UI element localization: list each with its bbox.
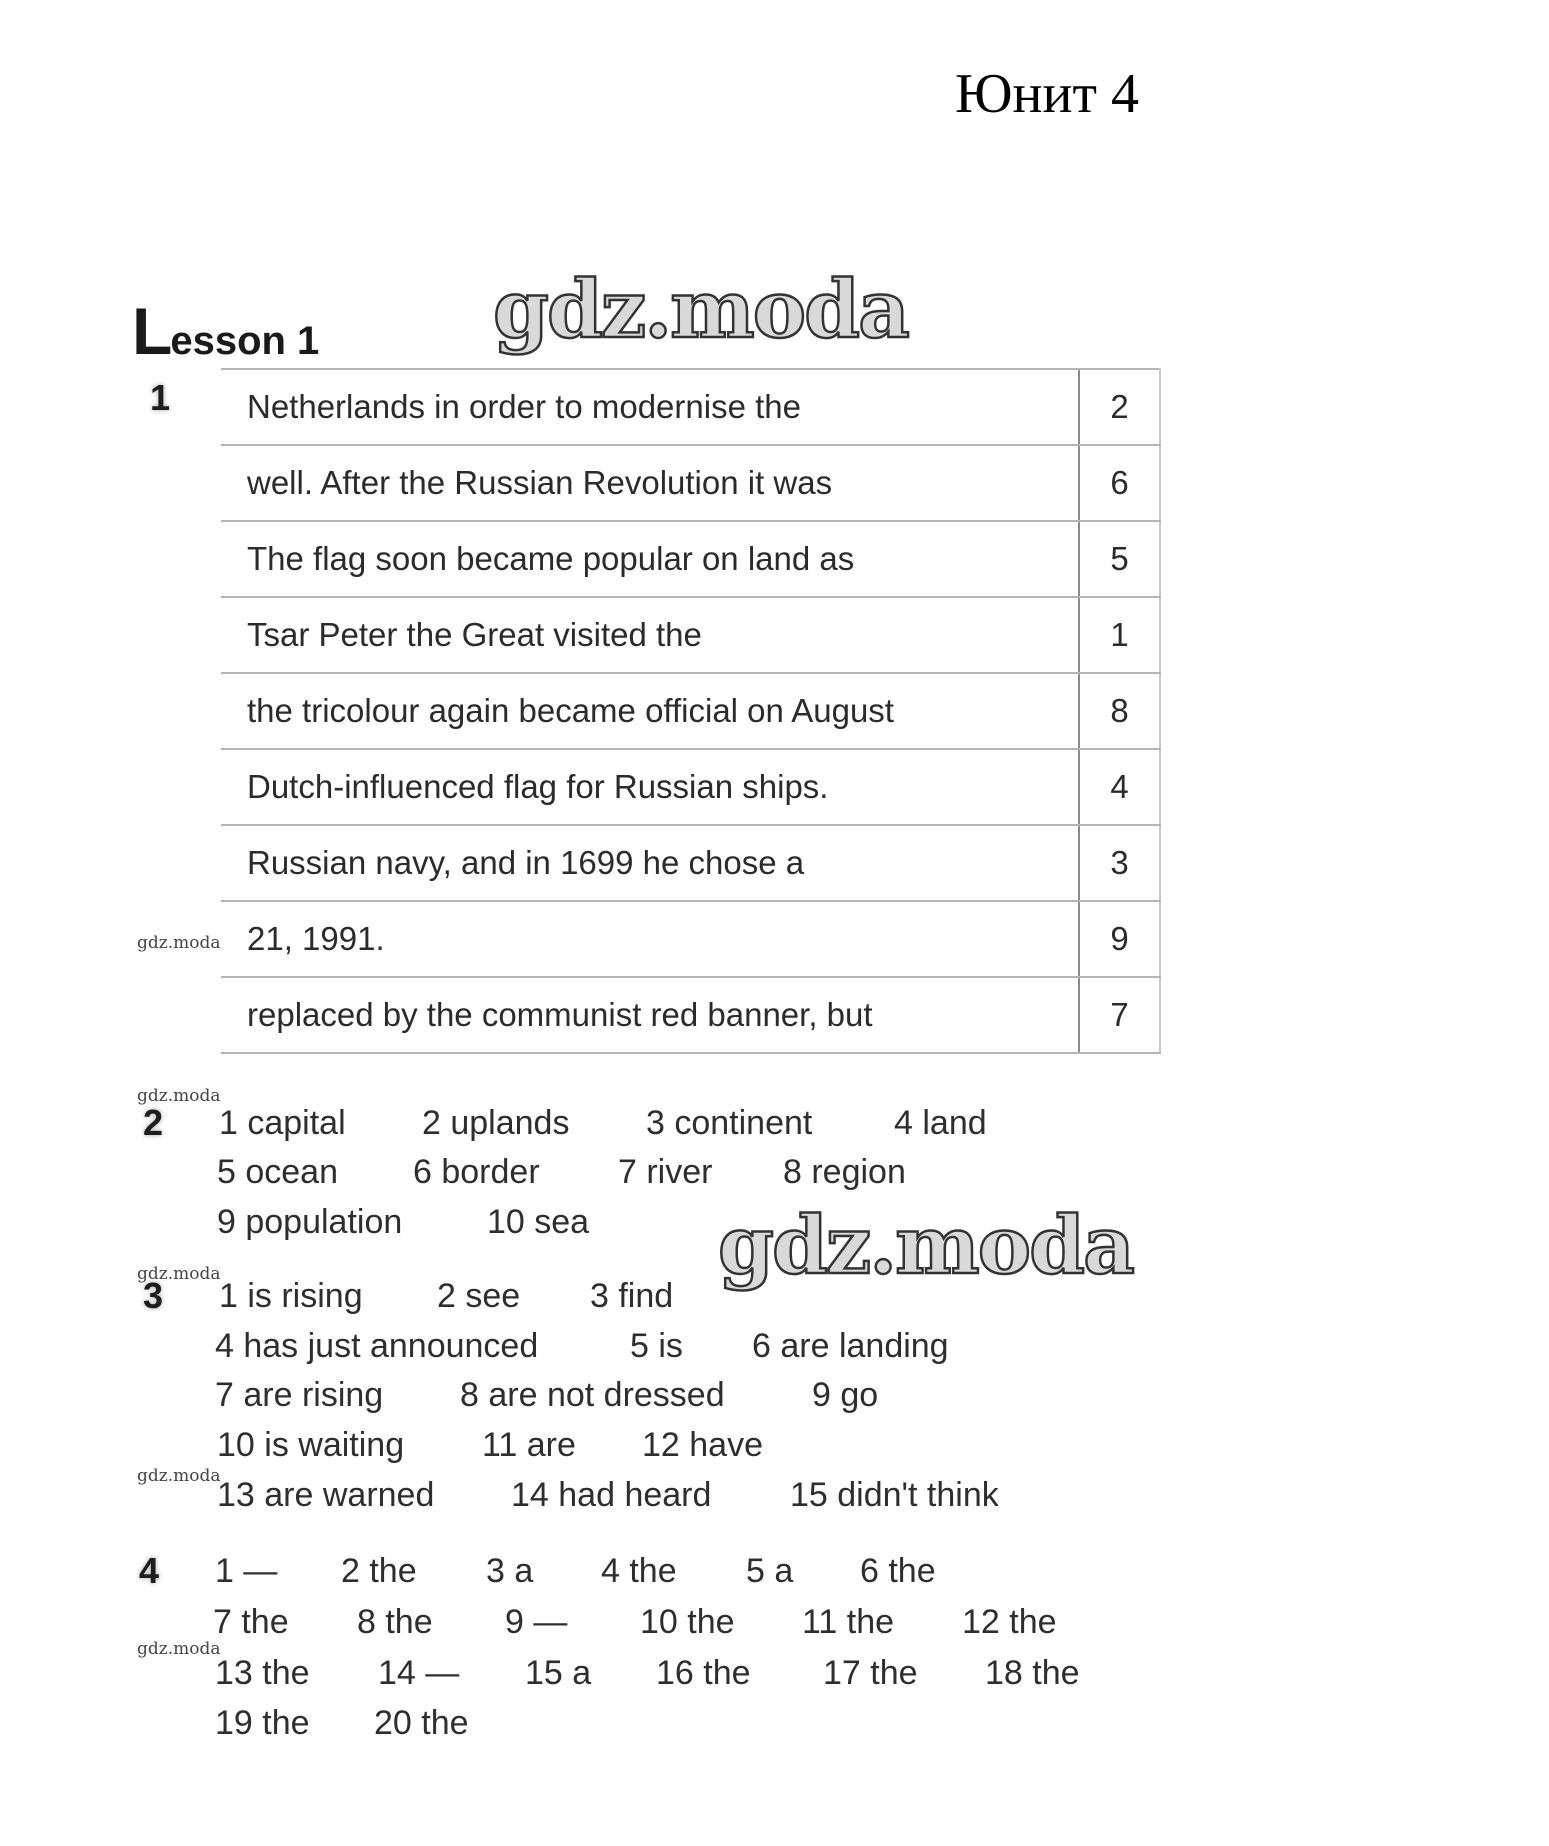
table-row: [221, 597, 1160, 673]
answer: 10 sea: [487, 1203, 590, 1241]
exercise-3-number: 3: [143, 1275, 164, 1316]
row-text: 21, 1991.: [221, 901, 1079, 977]
answer: 15 a: [525, 1654, 592, 1692]
answer: 11 the: [802, 1603, 895, 1641]
answer: 6 the: [860, 1552, 936, 1590]
answer: 2 see: [437, 1277, 521, 1315]
answer: 2 the: [341, 1552, 417, 1590]
table-row: [221, 901, 1160, 977]
answer: 1 —: [215, 1552, 278, 1590]
row-text: Tsar Peter the Great visited the: [221, 597, 1079, 673]
answer: 2 uplands: [422, 1104, 570, 1142]
watermark-large: gdz.moda: [493, 262, 908, 356]
watermark-small: gdz.moda: [137, 1264, 221, 1284]
answer: 15 didn't think: [790, 1476, 999, 1514]
answer: 9 population: [217, 1203, 403, 1241]
row-text: well. After the Russian Revolution it was: [221, 445, 1079, 521]
row-number: 9: [1079, 901, 1160, 977]
answer: 6 border: [413, 1153, 540, 1191]
row-number: 6: [1079, 445, 1160, 521]
answer: 4 the: [601, 1552, 677, 1590]
lesson-heading: [132, 294, 320, 368]
answer: 1 is rising: [219, 1277, 363, 1315]
answer: 8 the: [357, 1603, 433, 1641]
answer: 8 region: [783, 1153, 906, 1191]
row-text: Dutch-influenced flag for Russian ships.: [221, 749, 1079, 825]
exercise-1-table: [221, 368, 1161, 1054]
exercise-1-number: 1: [150, 377, 171, 418]
answer: 8 are not dressed: [460, 1376, 725, 1414]
answer: 9 go: [812, 1376, 879, 1414]
answer: 5 ocean: [217, 1153, 338, 1191]
answer: 4 land: [894, 1104, 987, 1142]
answer: 10 the: [640, 1603, 735, 1641]
answer: 3 a: [486, 1552, 534, 1590]
answer: 18 the: [985, 1654, 1080, 1692]
table-row: [221, 977, 1160, 1053]
answer: 19 the: [215, 1704, 310, 1742]
table-row: [221, 673, 1160, 749]
answer: 12 the: [962, 1603, 1057, 1641]
answer: 14 had heard: [511, 1476, 712, 1514]
table-row: [221, 521, 1160, 597]
answer: 17 the: [823, 1654, 918, 1692]
answer: 3 find: [590, 1277, 674, 1315]
answer: 3 continent: [646, 1104, 813, 1142]
table-row: [221, 369, 1160, 445]
row-text: replaced by the communist red banner, but: [221, 977, 1079, 1053]
unit-title: Юнит 4: [955, 63, 1139, 125]
lesson-title-rest: esson 1: [170, 319, 320, 363]
row-number: 7: [1079, 977, 1160, 1053]
answer: 13 are warned: [217, 1476, 435, 1514]
row-number: 5: [1079, 521, 1160, 597]
table-row: [221, 445, 1160, 521]
watermark-small: gdz.moda: [137, 1086, 221, 1106]
row-text: Netherlands in order to modernise the: [221, 369, 1079, 445]
answer: 10 is waiting: [217, 1426, 405, 1464]
answer: 20 the: [374, 1704, 469, 1742]
answer: 7 the: [213, 1603, 289, 1641]
answer: 4 has just announced: [215, 1327, 539, 1365]
watermark-large: gdz.moda: [718, 1198, 1133, 1292]
answer: 5 is: [630, 1327, 683, 1365]
answer: 11 are: [482, 1426, 576, 1464]
answer: 13 the: [215, 1654, 310, 1692]
row-text: the tricolour again became official on August: [221, 673, 1079, 749]
watermark-small: gdz.moda: [137, 1639, 221, 1659]
answer: 1 capital: [219, 1104, 346, 1142]
watermark-small: gdz.moda: [137, 933, 221, 953]
row-number: 2: [1079, 369, 1160, 445]
answer: 14 —: [378, 1654, 460, 1692]
table-row: [221, 825, 1160, 901]
answer: 7 river: [618, 1153, 713, 1191]
row-number: 1: [1079, 597, 1160, 673]
row-number: 4: [1079, 749, 1160, 825]
row-text: The flag soon became popular on land as: [221, 521, 1079, 597]
answer: 5 a: [746, 1552, 794, 1590]
row-number: 8: [1079, 673, 1160, 749]
watermark-small: gdz.moda: [137, 1466, 221, 1486]
answer: 12 have: [642, 1426, 763, 1464]
answer: 9 —: [505, 1603, 568, 1641]
row-text: Russian navy, and in 1699 he chose a: [221, 825, 1079, 901]
exercise-2-number: 2: [143, 1102, 164, 1143]
answer: 6 are landing: [752, 1327, 949, 1365]
row-number: 3: [1079, 825, 1160, 901]
answer: 7 are rising: [215, 1376, 384, 1414]
answer: 16 the: [656, 1654, 751, 1692]
lesson-initial: L: [132, 294, 173, 368]
exercise-4-number: 4: [139, 1550, 160, 1591]
table-row: [221, 749, 1160, 825]
